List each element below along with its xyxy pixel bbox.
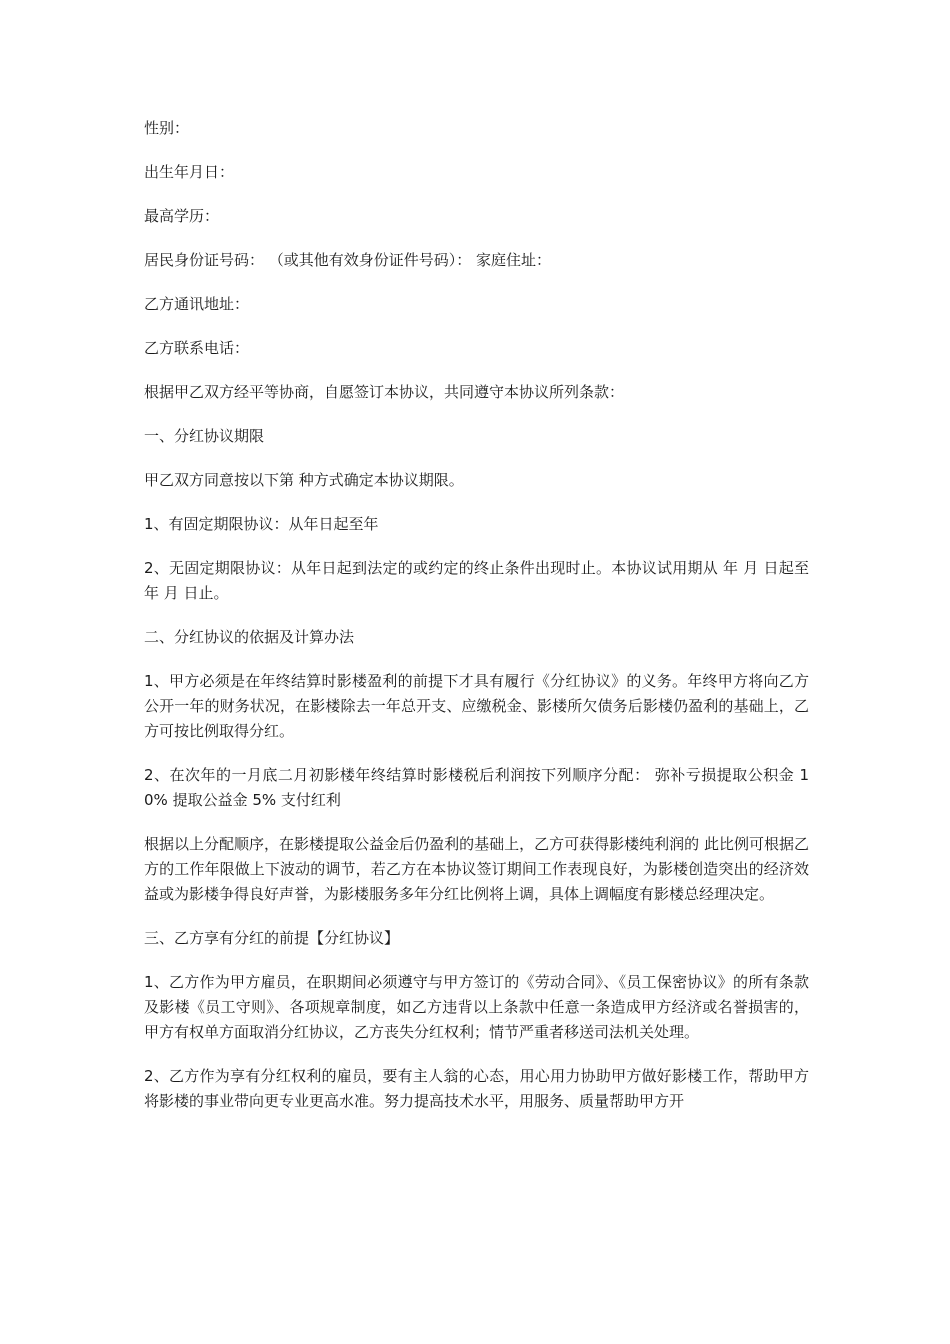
section-heading-3: 三、乙方享有分红的前提【分红协议】 bbox=[144, 929, 400, 947]
section-3-item-2: 2、乙方作为享有分红权利的雇员，要有主人翁的心态，用心用力协助甲方做好影楼工作，帮助甲方将影楼的事业带向更专业更高水准。努力提高技术水平，用服务、质量帮助甲方开 bbox=[144, 1067, 809, 1110]
field-id-and-address: 居民身份证号码： （或其他有效身份证件号码）： 家庭住址： bbox=[144, 251, 552, 269]
section-1-item-1: 1、有固定期限协议：从年日起至年 bbox=[144, 515, 379, 533]
field-birth-date: 出生年月日： bbox=[144, 163, 235, 181]
section-2-distribution: 根据以上分配顺序，在影楼提取公益金后仍盈利的基础上，乙方可获得影楼纯利润的 此比例可根据乙方的工作年限做上下波动的调节，若乙方在本协议签订期间工作表现良好，为影楼创造突出的经济效益或为影楼争得良好声誉，为影楼服务多年分红比例将上调，具体上调幅度有影楼总经理决定。 bbox=[144, 835, 809, 903]
field-education: 最高学历： bbox=[144, 207, 220, 225]
section-2-item-2: 2、在次年的一月底二月初影楼年终结算时影楼税后利润按下列顺序分配： 弥补亏损提取公积金 10% 提取公益金 5% 支付红利 bbox=[144, 766, 809, 809]
section-1-intro: 甲乙双方同意按以下第 种方式确定本协议期限。 bbox=[144, 471, 464, 489]
field-gender: 性别： bbox=[144, 119, 190, 137]
section-heading-1: 一、分红协议期限 bbox=[144, 427, 265, 445]
section-heading-2: 二、分红协议的依据及计算办法 bbox=[144, 628, 355, 646]
field-mailing-address: 乙方通讯地址： bbox=[144, 295, 250, 313]
preamble: 根据甲乙双方经平等协商，自愿签订本协议，共同遵守本协议所列条款： bbox=[144, 383, 625, 401]
document-body bbox=[144, 116, 809, 1114]
section-1-item-2: 2、无固定期限协议：从年日起到法定的或约定的终止条件出现时止。本协议试用期从 年 月 日起至 年 月 日止。 bbox=[144, 559, 809, 602]
section-3-item-1: 1、乙方作为甲方雇员，在职期间必须遵守与甲方签订的《劳动合同》、《员工保密协议》的所有条款及影楼《员工守则》、各项规章制度，如乙方违背以上条款中任意一条造成甲方经济或名誉损害的，甲方有权单方面取消分红协议，乙方丧失分红权利；情节严重者移送司法机关处理。 bbox=[144, 973, 809, 1041]
section-2-item-1: 1、甲方必须是在年终结算时影楼盈利的前提下才具有履行《分红协议》的义务。年终甲方将向乙方公开一年的财务状况，在影楼除去一年总开支、应缴税金、影楼所欠债务后影楼仍盈利的基础上，乙方可按比例取得分红。 bbox=[144, 672, 809, 740]
field-phone: 乙方联系电话： bbox=[144, 339, 250, 357]
